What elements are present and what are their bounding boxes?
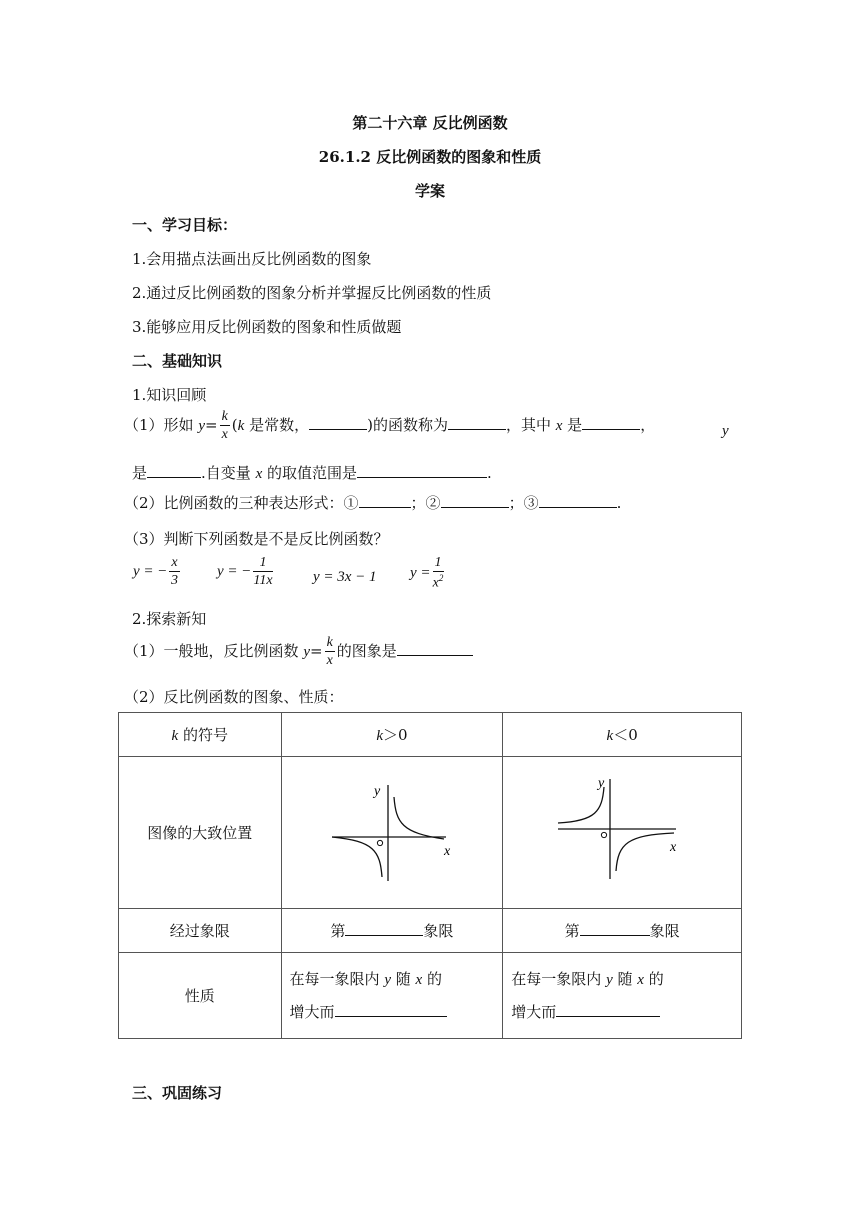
e1-blank[interactable]	[397, 641, 473, 656]
q1-k: k	[237, 418, 245, 434]
quadrant-pos-prefix: 第	[330, 922, 346, 940]
property-neg-line1	[511, 963, 741, 996]
prop-pos-a: 在每一象限内	[289, 970, 385, 988]
e1-fraction	[325, 636, 335, 668]
prop-pos-line2-text: 增大而	[289, 1003, 335, 1021]
table-row-property	[119, 953, 742, 1039]
header-k-negative	[503, 713, 742, 757]
q3-f1	[133, 556, 182, 588]
q3-f3: y = 3x − 1	[313, 569, 377, 585]
q3-text: （3）判断下列函数是不是反比例函数？	[124, 530, 389, 548]
quadrant-neg-prefix: 第	[564, 922, 580, 940]
review-title: 1.知识回顾	[132, 386, 207, 404]
property-neg-blank[interactable]	[556, 1002, 660, 1017]
e1-suffix: 的图象是	[336, 642, 397, 660]
prop-neg-line2-text: 增大而	[511, 1003, 557, 1021]
prop-pos-b: 随	[391, 970, 416, 988]
q2-blank-1[interactable]	[359, 493, 411, 508]
q3-f2-frac	[253, 556, 272, 588]
quadrant-pos-suffix: 象限	[423, 922, 454, 940]
property-label: 性质	[119, 953, 282, 1039]
properties-table	[118, 712, 742, 1039]
prop-neg-c: 的	[643, 970, 664, 988]
part1-heading: 一、学习目标：	[132, 216, 238, 234]
q3-f1-num: x	[171, 555, 178, 570]
q1-blank-2[interactable]	[448, 415, 506, 430]
q1-text-d: ，其中	[505, 416, 556, 434]
q1-blank-3[interactable]	[582, 415, 640, 430]
graph-neg-y-label: y	[598, 775, 605, 791]
q1-blank-1[interactable]	[309, 415, 367, 430]
property-pos-blank[interactable]	[335, 1002, 447, 1017]
q1-line2-x: x	[255, 466, 263, 482]
header-k-sign	[119, 713, 282, 757]
prop-neg-y: y	[606, 972, 613, 988]
section-title: 26.1.2 反比例函数的图象和性质	[318, 148, 542, 166]
q1-frac-den: x	[221, 427, 228, 442]
table-row-quadrant	[119, 909, 742, 953]
q1-text-e: 是	[562, 416, 583, 434]
part2-heading: 二、基础知识	[132, 352, 223, 370]
q1-frac-num: k	[221, 409, 228, 424]
q1-text-b: 是常数，	[244, 416, 310, 434]
q3-f4-exp: 2	[438, 573, 444, 583]
q1-x: x	[555, 418, 563, 434]
goal-item-2: 2.通过反比例函数的图象分析并掌握反比例函数的性质	[132, 284, 492, 302]
prop-pos-y: y	[384, 972, 391, 988]
table-row-header	[119, 713, 742, 757]
q2-sep1: ；②	[410, 494, 441, 512]
q3-f1-lhs: y = −	[133, 563, 168, 580]
header-k-positive-k: k	[376, 728, 383, 744]
q1-line2-b: .自变量	[201, 464, 256, 482]
header-k-negative-text: ＜0	[613, 726, 638, 744]
q3-f2-lhs: y = −	[217, 563, 252, 580]
q1-text-a: (	[231, 416, 238, 434]
e1-frac-den: x	[326, 653, 333, 668]
quadrant-neg-blank[interactable]	[580, 921, 650, 936]
prop-pos-x: x	[415, 972, 423, 988]
q1-line2	[132, 462, 492, 483]
q1-text-f: ，	[640, 416, 656, 434]
q2-line	[124, 492, 621, 513]
table-row-graph	[119, 757, 742, 909]
header-k-negative-k: k	[606, 728, 614, 744]
q3-f2	[217, 556, 275, 588]
explore-title: 2.探索新知	[132, 610, 207, 628]
q2-text: （2）比例函数的三种表达形式：①	[124, 494, 359, 512]
prop-pos-c: 的	[422, 970, 442, 988]
quadrant-cell-negative	[503, 909, 742, 953]
q3-f1-frac	[169, 556, 179, 588]
q3-f4-num: 1	[434, 555, 442, 570]
goal-item-1: 1.会用描点法画出反比例函数的图象	[132, 250, 372, 268]
q3-f2-den: 11x	[253, 573, 273, 588]
part3-heading: 三、巩固练习	[132, 1084, 223, 1102]
property-cell-positive	[281, 953, 503, 1039]
q3-f1-den: 3	[171, 573, 179, 588]
hyperbola-positive-graph	[322, 771, 462, 891]
graph-cell-negative	[503, 757, 742, 909]
hyperbola-negative-graph	[552, 771, 692, 891]
chapter-title: 第二十六章 反比例函数	[352, 114, 508, 132]
header-k-sign-k: k	[171, 728, 179, 744]
graph-cell-positive	[281, 757, 503, 909]
q1-blank-4[interactable]	[147, 463, 201, 478]
q3-f4-frac	[433, 556, 444, 591]
graph-label: 图像的大致位置	[119, 757, 282, 909]
q1-line2-c: 的取值范围是	[262, 464, 358, 482]
property-pos-line2	[290, 996, 503, 1028]
prop-neg-b: 随	[612, 970, 638, 988]
q2-sep2: ；③	[508, 494, 539, 512]
e1-prefix: （1）一般地，反比例函数	[124, 642, 304, 660]
q1-line2-end: .	[487, 464, 492, 482]
q1-fraction	[220, 410, 230, 442]
q1-line1	[124, 410, 655, 442]
q1-y-end: y	[722, 423, 729, 439]
q1-eq: =	[204, 416, 218, 434]
quadrant-neg-suffix: 象限	[649, 922, 680, 940]
quadrant-label: 经过象限	[119, 909, 282, 953]
q2-blank-2[interactable]	[441, 493, 509, 508]
e1-eq: =	[310, 642, 323, 660]
property-pos-line1	[290, 963, 503, 996]
e1-frac-num: k	[326, 635, 333, 650]
q3-f4-den: x	[432, 575, 439, 591]
prop-neg-a: 在每一象限内	[511, 970, 607, 988]
q3-f2-num: 1	[253, 556, 272, 572]
q3-f4-lhs: y =	[410, 564, 431, 581]
q1-text-c: )的函数称为	[367, 416, 448, 434]
header-k-sign-text: 的符号	[178, 726, 228, 744]
q2-blank-3[interactable]	[539, 493, 617, 508]
property-cell-negative	[503, 953, 742, 1039]
prop-neg-x: x	[637, 972, 644, 988]
q3-f4	[410, 556, 446, 591]
quadrant-cell-positive	[281, 909, 503, 953]
q2-end: .	[616, 494, 622, 512]
q1-prefix: （1）形如	[124, 416, 199, 434]
header-k-positive	[281, 713, 503, 757]
e2-text: （2）反比例函数的图象、性质：	[124, 688, 344, 706]
graph-pos-y-label: y	[373, 783, 381, 799]
e1-line	[124, 636, 473, 668]
graph-pos-x-label: x	[443, 843, 451, 859]
q1-blank-5[interactable]	[357, 463, 487, 478]
quadrant-pos-blank[interactable]	[345, 921, 423, 936]
graph-neg-x-label: x	[670, 839, 677, 855]
goal-item-3: 3.能够应用反比例函数的图象和性质做题	[132, 318, 402, 336]
q1-line2-a: 是	[132, 464, 148, 482]
e1-y: y	[303, 644, 310, 660]
q1-y: y	[198, 418, 205, 434]
property-neg-line2	[511, 996, 741, 1028]
header-k-positive-text: ＞0	[382, 726, 408, 744]
doc-type: 学案	[414, 182, 445, 200]
